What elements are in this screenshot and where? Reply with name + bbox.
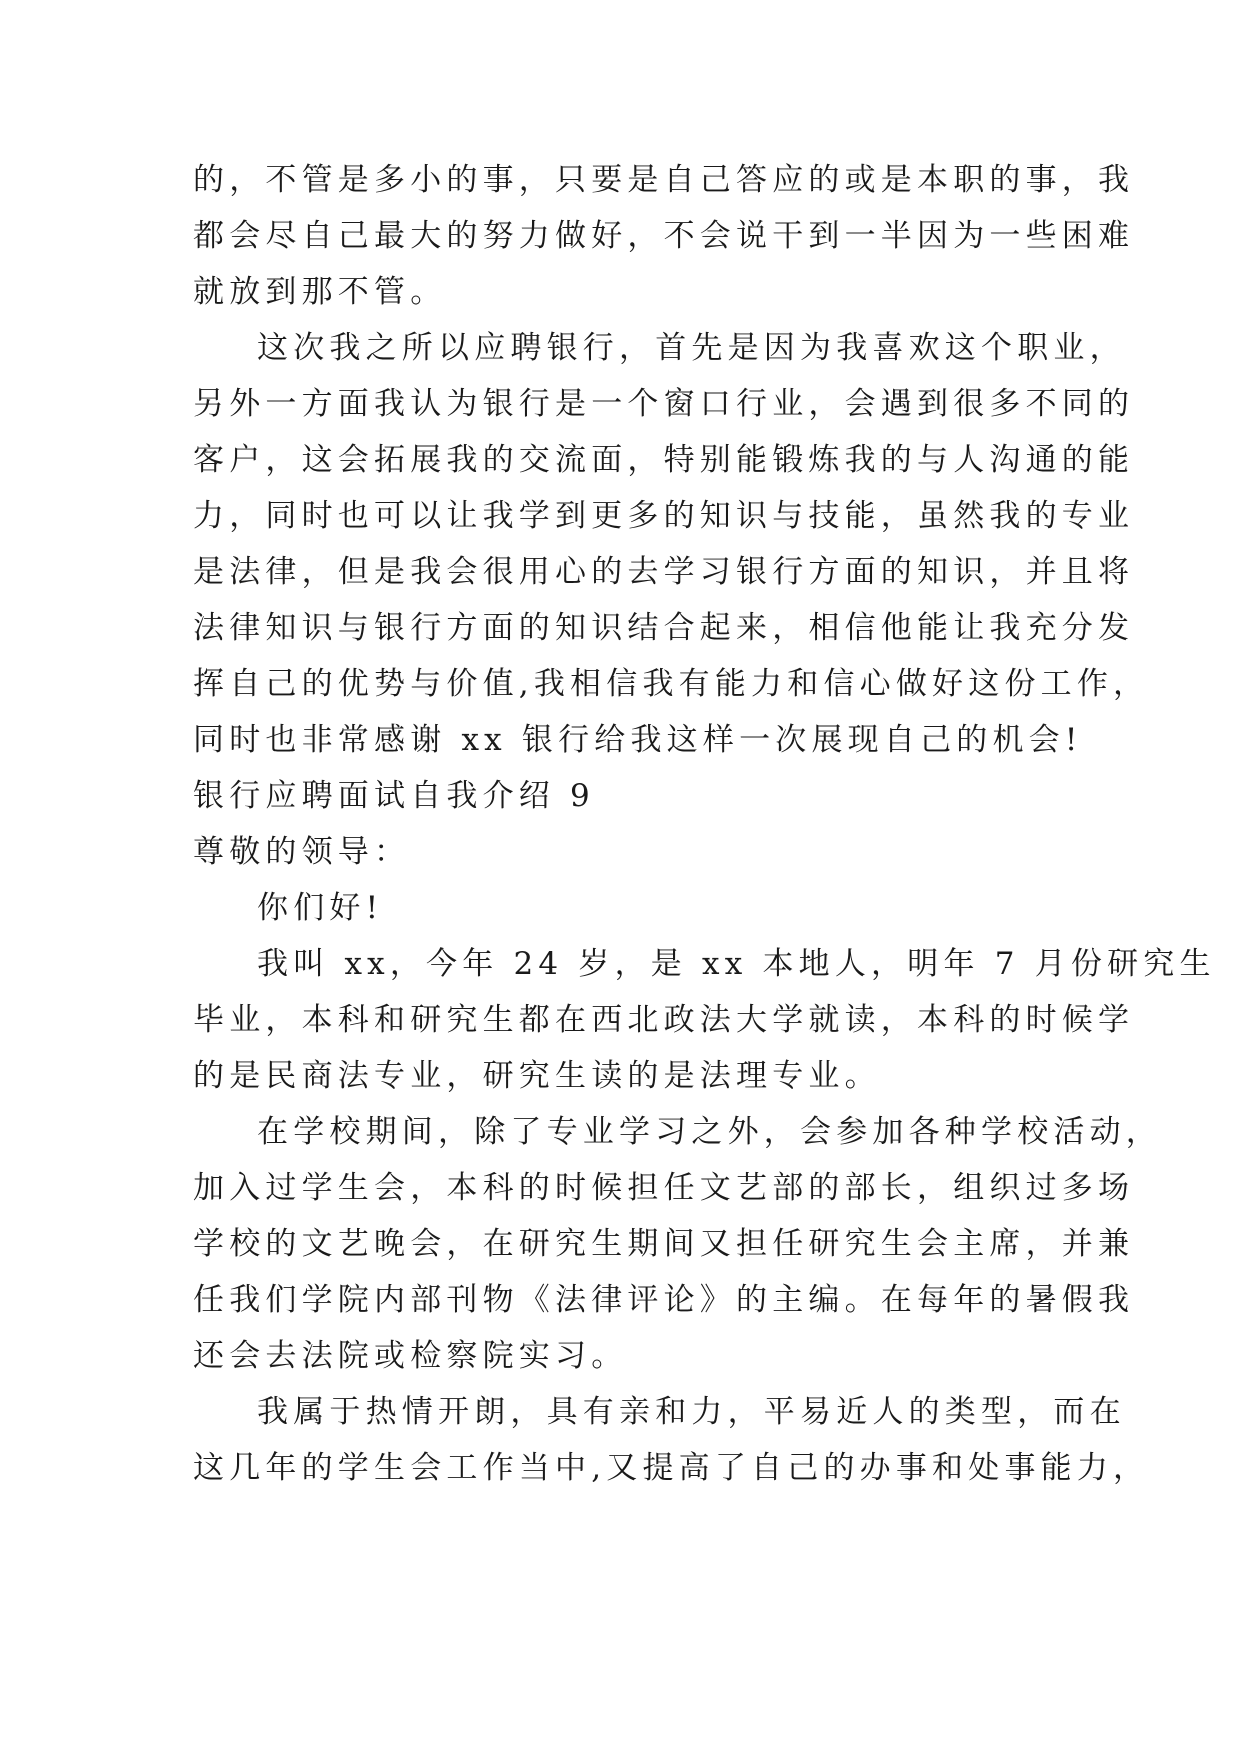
paragraph-start: 我属于热情开朗，具有亲和力，平易近人的类型，而在 [257, 1394, 1126, 1430]
text-line: 另外一方面我认为银行是一个窗口行业，会遇到很多不同的 [193, 386, 1135, 422]
text-line: 的是民商法专业，研究生读的是法理专业。 [193, 1058, 881, 1094]
section-heading: 银行应聘面试自我介绍 9 [193, 778, 595, 814]
text-line: 还会去法院或检察院实习。 [193, 1338, 628, 1374]
text-line: 法律知识与银行方面的知识结合起来，相信他能让我充分发 [193, 610, 1135, 646]
text-line: 就放到那不管。 [193, 274, 447, 310]
paragraph-start: 这次我之所以应聘银行，首先是因为我喜欢这个职业， [257, 330, 1126, 366]
paragraph-start: 我叫 xx，今年 24 岁，是 xx 本地人，明年 7 月份研究生 [257, 946, 1216, 982]
salutation: 尊敬的领导： [193, 834, 411, 870]
text-line: 力，同时也可以让我学到更多的知识与技能，虽然我的专业 [193, 498, 1135, 534]
text-line: 毕业，本科和研究生都在西北政法大学就读，本科的时候学 [193, 1002, 1135, 1038]
text-line: 客户，这会拓展我的交流面，特别能锻炼我的与人沟通的能 [193, 442, 1135, 478]
text-line: 同时也非常感谢 xx 银行给我这样一次展现自己的机会! [193, 722, 1083, 758]
text-line: 任我们学院内部刊物《法律评论》的主编。在每年的暑假我 [193, 1282, 1135, 1318]
text-line: 的，不管是多小的事，只要是自己答应的或是本职的事，我 [193, 162, 1135, 198]
paragraph-start: 在学校期间，除了专业学习之外，会参加各种学校活动， [257, 1114, 1162, 1150]
text-line: 挥自己的优势与价值,我相信我有能力和信心做好这份工作， [193, 666, 1150, 702]
text-line: 加入过学生会，本科的时候担任文艺部的部长，组织过多场 [193, 1170, 1135, 1206]
greeting: 你们好! [257, 890, 384, 926]
text-line: 都会尽自己最大的努力做好，不会说干到一半因为一些困难 [193, 218, 1135, 254]
text-line: 学校的文艺晚会，在研究生期间又担任研究生会主席，并兼 [193, 1226, 1135, 1262]
text-line: 这几年的学生会工作当中,又提高了自己的办事和处事能力， [193, 1450, 1150, 1486]
text-line: 是法律，但是我会很用心的去学习银行方面的知识，并且将 [193, 554, 1135, 590]
